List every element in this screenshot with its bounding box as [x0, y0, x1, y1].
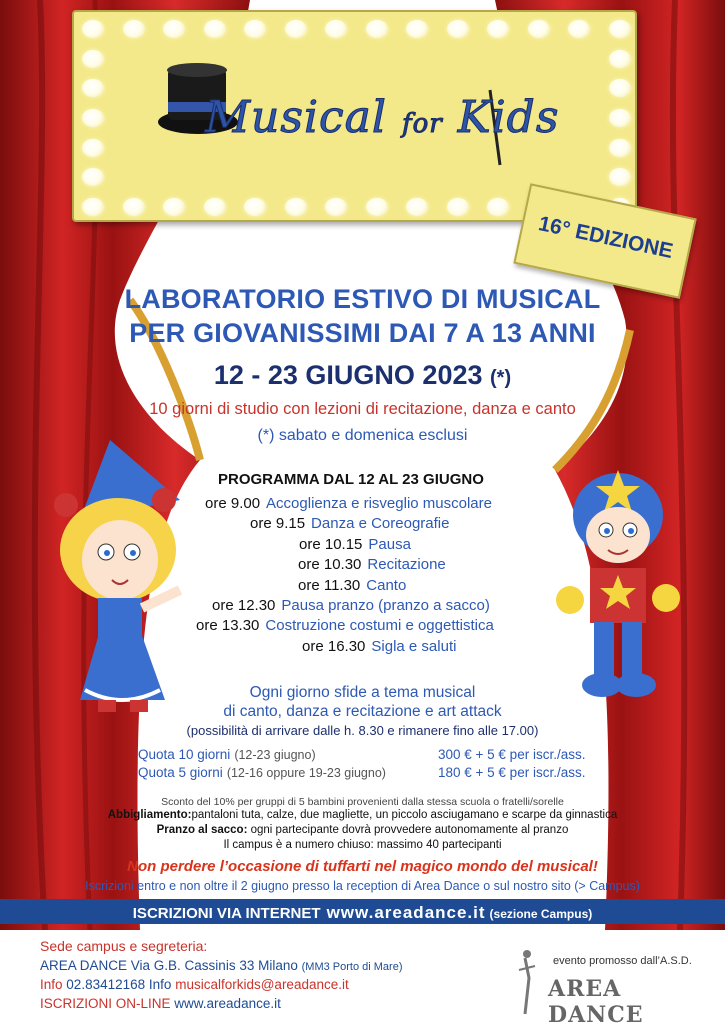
bulb [82, 50, 104, 68]
program-time: ore 16.30 [302, 637, 366, 655]
bulb [487, 20, 509, 38]
bulb [447, 198, 469, 216]
boy-superhero-illustration [540, 450, 690, 720]
program-activity: Pausa [368, 535, 411, 553]
program-item [250, 515, 449, 532]
quota-row-1: Quota 10 giorni (12-23 giugno) [138, 747, 316, 762]
program-activity: Canto [366, 576, 407, 594]
program-item [302, 638, 456, 655]
capacity-note: Il campus è a numero chiuso: massimo 40 partecipanti [223, 839, 502, 851]
bulb [406, 198, 428, 216]
bulb [82, 79, 104, 97]
bulb [123, 198, 145, 216]
program-item [212, 597, 490, 614]
bulb [568, 20, 590, 38]
bulb [204, 198, 226, 216]
bulb [82, 168, 104, 186]
contact-title: Sede campus e segreteria: [40, 938, 208, 954]
girl-wizard-illustration [40, 430, 210, 720]
bulb [487, 198, 509, 216]
program-activity: Accoglienza e risveglio muscolare [266, 495, 492, 512]
clothing-note: Abbigliamento:pantaloni tuta, calze, due magliette, un piccolo asciugamano e scarpe da ginnastica [107, 809, 618, 821]
headline-line-1: LABORATORIO ESTIVO DI MUSICAL [124, 284, 601, 314]
bulb [204, 20, 226, 38]
phone-link[interactable]: 02.83412168 [66, 977, 146, 992]
program-time: ore 10.15 [299, 535, 363, 553]
bulb [325, 198, 347, 216]
email-link[interactable]: musicalforkids@areadance.it [175, 977, 349, 992]
edition-label: 16° EDIZIONE [536, 212, 676, 264]
website-link[interactable]: www.areadance.it [326, 903, 486, 922]
bulb [244, 20, 266, 38]
program-time: ore 12.30 [212, 597, 276, 614]
bulb [82, 198, 104, 216]
registration-deadline: Iscrizioni entro e non oltre il 2 giugno presso la reception di Area Dance o sul nostro sito (> Campus) [85, 879, 640, 893]
program-item [205, 495, 492, 512]
musical-for-kids-logo: Musical for Kids [205, 92, 560, 143]
program-time: ore 13.30 [196, 617, 260, 635]
bulb [609, 168, 631, 186]
bulb [366, 198, 388, 216]
bulb [163, 20, 185, 38]
event-dates: 12 - 23 GIUGNO 2023 (*) [213, 360, 512, 390]
program-item [298, 556, 446, 573]
program-activity: Danza e Coreografie [311, 515, 450, 533]
program-activity: Sigla e saluti [371, 637, 457, 655]
program-item [299, 536, 411, 553]
daily-line-2: di canto, danza e recitazione e art attack [223, 703, 502, 720]
contact-info: Info 02.83412168 Info musicalforkids@areadance.it [40, 977, 349, 992]
daily-line-3: (possibilità di arrivare dalle h. 8.30 e rimanere fino alle 17.00) [186, 723, 539, 738]
call-to-action: Non perdere l’occasione di tuffarti nel magico mondo del musical! [127, 858, 598, 875]
bulb [325, 20, 347, 38]
bulb [163, 198, 185, 216]
program-item [196, 617, 494, 634]
lunch-note: Pranzo al sacco: ogni partecipante dovrà provvedere autonomamente al pranzo [156, 824, 569, 836]
program-title: PROGRAMMA DAL 12 AL 23 GIUGNO [218, 471, 484, 488]
bulb [82, 139, 104, 157]
daily-line-1: Ogni giorno sfide a tema musical [249, 684, 476, 701]
program-time: ore 9.00 [205, 495, 261, 512]
bulb [609, 20, 631, 38]
bulb [285, 20, 307, 38]
bulb [366, 20, 388, 38]
tagline: 10 giorni di studio con lezioni di recitazione, danza e canto [149, 400, 576, 418]
bulb [123, 20, 145, 38]
online-url-link[interactable]: www.areadance.it [174, 996, 281, 1011]
bulb [244, 198, 266, 216]
program-activity: Recitazione [367, 556, 446, 574]
headline-line-2: PER GIOVANISSIMI DAI 7 A 13 ANNI [129, 318, 596, 348]
weekend-note: (*) sabato e domenica esclusi [257, 427, 468, 444]
online-registration: ISCRIZIONI ON-LINE www.areadance.it [40, 996, 281, 1011]
bulb [528, 20, 550, 38]
quota-row-2: Quota 5 giorni (12-16 oppure 19-23 giugno) [138, 765, 386, 780]
internet-registration-bar [0, 899, 725, 924]
bar-section: (sezione Campus) [489, 907, 593, 921]
bulb [609, 50, 631, 68]
program-item [298, 577, 406, 594]
area-dance-logo: AREA DANCE [548, 976, 644, 1024]
program-activity: Pausa pranzo (pranzo a sacco) [281, 597, 490, 614]
bulb [609, 79, 631, 97]
promoter-text: evento promosso dall’A.S.D. [553, 955, 692, 967]
program-time: ore 11.30 [298, 576, 361, 594]
bulb [285, 198, 307, 216]
bulb [609, 139, 631, 157]
quota-price-2: 180 € + 5 € per iscr./ass. [438, 765, 586, 780]
bulb [406, 20, 428, 38]
bulb [82, 20, 104, 38]
quota-price-1: 300 € + 5 € per iscr./ass. [438, 747, 586, 762]
program-time: ore 10.30 [298, 556, 362, 574]
discount-note: Sconto del 10% per gruppi di 5 bambini provenienti dalla stessa scuola o fratelli/sorelle [161, 796, 564, 808]
contact-address: AREA DANCE Via G.B. Cassinis 33 Milano (MM3 Porto di Mare) [40, 958, 403, 973]
bar-label: ISCRIZIONI VIA INTERNET [132, 905, 321, 922]
program-activity: Costruzione costumi e oggettistica [265, 617, 494, 635]
bulb [447, 20, 469, 38]
bulb [82, 109, 104, 127]
bulb [609, 109, 631, 127]
program-time: ore 9.15 [250, 515, 306, 533]
